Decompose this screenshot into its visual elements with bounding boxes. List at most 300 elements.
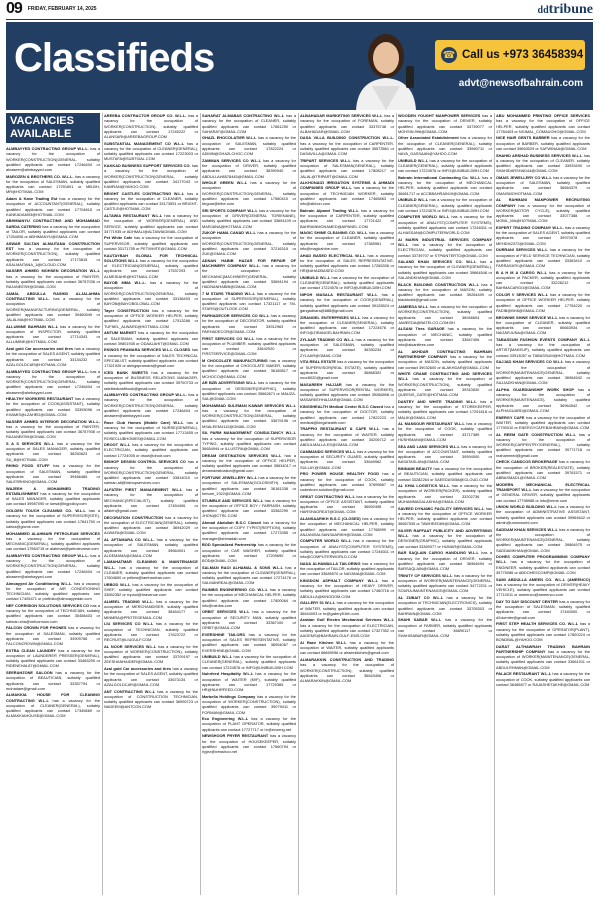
ad-text: has a vacancy for the occupation of MECHANICAL HELPER, suitably qualified applicants can contact 17800064 or info@rainbis.com [202,587,296,608]
ad-company-name: ALFATEH FIRST MANAGEMENT W.L.L [104,487,183,492]
ad-text: has a vacancy for the occupation of SUPERVISOR(REAL ESTATE), suitably qualified applicants can contact 36868302 or noor8020@gmail.com [300,359,394,381]
classified-ad [398,282,492,303]
ad-company-name: AL NOOR SERVICES W.L.L [104,643,157,649]
ad-company-name: FIRST SERVICES CO W.L.L [202,335,255,341]
ad-company-name: ALKHONAIZI IRRIGATION SYSTEMS & AHMADI COMPANIES GROUP W.L.L [300,180,394,191]
ad-company-name: Azal gold Car accessories and tires [6,346,74,352]
classified-ad [300,253,394,274]
ad-company-name: SEERAHZONE SALOON [6,670,53,676]
ad-company-name: TRINITY CP SERVICES W.L.L [398,572,453,578]
classified-ad [398,349,492,370]
classified-ad [398,259,492,280]
ad-company-name: NEF CORRISION SOLUTIONS SERVICES CO [6,602,90,608]
classified-ad [104,141,198,162]
ad-company-name: MOHAMMAD SULEMAN KAWAR SERVICES W.L.L [202,402,296,408]
ad-company-name: BAR SAQLAIN CARGO HANDLING W.L.L [398,550,479,556]
classified-ad [496,504,590,525]
ad-company-name: ZAMMAN SERVICES CO W.L.L [202,157,261,163]
ad-text: has a vacancy for the occupation of ELECTRICIAN(GENERAL), suitably qualified applicants can contact 17537293 or ALMEIDAHE@HOTMAIL.COM [104,257,198,279]
ad-company-name: B A H M A CARGO W.L.L [496,269,548,275]
ad-text: has a vacancy for the occupation of WORKER(CONSTRUCTION), suitably qualified applicants can contact 36946604 or JAMEEDA@BATELCO.COM.BH [398,304,492,325]
ad-company-name: SAVEED DYNAMIC FACILITY SERVICES W.L.L [398,505,485,511]
classified-ad [202,313,296,334]
classified-ad [6,625,100,646]
ad-text: has a vacancy for the occupation of SALESMAN, suitably qualified applicants can contact 39801935 or ODAALAHIT@GMAIL.COM [104,330,198,346]
call-number: Call us +973 36458394 [462,49,584,61]
classified-ad [398,214,492,235]
classified-ad [398,444,492,465]
classified-ad [496,415,590,431]
classified-ad [6,670,100,691]
ad-company-name: PARHADECOR SERVICES CO W.L.L [202,313,270,319]
classified-ad [496,387,590,413]
ad-company-name: SILVER RAFFAAT PUBLICITY AND ADVERTISING W.L.L [398,527,492,539]
ad-text: has a vacancy for the occupation of ANALYST(COMPUTER SYSTEMS), suitably qualified applicants can contact 17246311 or ALHASSAN@COMPUTERWORLD.COM [398,214,492,236]
ad-text: has a vacancy for the occupation of FARMER, suitably qualified applicants can contact 36690117 or SHAHISABAR@GMAIL.COM [398,617,492,639]
ad-text: has a vacancy for the occupation of COOK, suitably qualified applicants can contact 36485877 or RAJASHETAKHE@GMAIL.COM [496,671,590,687]
classified-ad [202,430,296,451]
classified-ad [202,113,296,134]
banner-title: Classifieds [14,36,215,80]
classified-ad [300,275,394,291]
ad-text: has a vacancy for the occupation of ELECTRICIAN, suitably qualified applicants can contact 17724005 or droot@droot.com [104,442,198,458]
ad-company-name: DROOT W.L.L [104,442,131,448]
ad-text: has a vacancy for the occupation of BEAUTICIAN, suitably qualified applicants can contact 33282264 or SAEEDAS058@ICLOUD.COM [398,466,492,482]
ad-company-name: BRIGHT CASTLES CONTRACTING W.L.L [104,190,185,196]
ad-text: has a vacancy for the occupation of MECHANICAL HELPER, suitably qualified applicants can contact 36661717 or ACCBBAHRAIN19@GMAIL.COM [398,174,492,196]
ad-company-name: NIPOH MASALA RESTAURANT W.L.L [300,292,378,298]
ad-text: has a vacancy for the occupation of WAITER (M/F), suitably qualified applicants can contact 17729365 or HR@NUHRFEED.COM [202,671,296,693]
ad-company-name: SALMAN RAOI ALHAMAL & SONS W.L.L [202,564,283,570]
classified-ad [202,453,296,474]
ad-company-name: UNION WORLD BUILDING W.L.L [496,504,557,510]
ad-company-name: SHAHID ARSHAD BUSINESS SERVICES W.L.L [496,152,583,158]
ad-text: has a vacancy for the occupation of MECHANICAL HELPER, suitably qualified applicants can contact 17768999 or ANJANISALSANSAARIKH@GMAIL.COM [300,516,394,537]
ad-text: has a vacancy for the occupation of PAINTER, suitably qualified applicants can contact 36757936 or RAJANEESH@GMAIL.COM [6,423,100,440]
classified-ad [300,382,394,403]
column-divider [396,113,397,895]
ad-text: has a vacancy for the occupation of CONSTRUCTION TECHNICIAN, suitably qualified applicants can contact 36906723 or NADEEM@ANTCON.COM [104,688,198,710]
ad-company-name: ZIRANGEL ENTERPRISES W.L.L [300,314,361,320]
ad-company-name: SALAND KHAN SERVICES CO. W.L.L [398,259,477,265]
classified-ad [202,208,296,229]
ad-company-name: Almoayyed Air Conditioning W.L.L. [6,580,73,586]
classified-ad [6,291,100,323]
vacancies-heading: VACANCIES AVAILABLE [6,113,100,143]
ad-text: has a vacancy for the occupation of OFFICE HELPER, suitably qualified applicants can contact 17784403 or NGIMAL_COMAUOHO@GMAIL.COM [496,118,590,134]
classified-ad [202,694,296,715]
classified-column [104,113,198,894]
ad-text: has a vacancy for the occupation of MECHANIC(SPECIALIST), suitably qualified applicants can contact 17454406 or alfateh@gmail.com [104,487,198,513]
ad-text: has a vacancy for the occupation of SALES AGENT, suitably qualified applicants can contact 33673134 or AZALGOLDCAR@GMAIL.COM [104,666,198,687]
ad-company-name: ALBAHADAR MARKETING SERVICES W.L.L [300,113,383,118]
ad-text: has a vacancy for the occupation of OFFICE HELPER, suitably qualified applicants can contact 35634017 or dreamdestination@gmail.com [202,452,296,474]
ad-company-name: DASA VILLA BUILDING CONSTRUCTION W.L.L. [300,135,394,141]
ad-text: has a vacancy for the occupation of COOK, suitably qualified applicants can contact 33717389 or HUSHIMANI@GMAIL.COM [398,421,492,442]
ad-text: has a vacancy for the occupation of WORKER(CONSTRUCTION)GENERAL, suitably qualified applicants can contact 17560410 or bhgoar@tribe.com [202,180,296,207]
ad-company-name: AL RAHMANI MANPOWER RECRUITING COMPANY [496,197,590,208]
ad-text: has a vacancy for the occupation of LAUNDERER PRESSER(GENERAL), suitably qualified applicants can contact 33465290 or RIDENEHAL87@GMAIL.COM [6,647,100,669]
classified-ad [398,595,492,616]
ad-text: has a vacancy for the occupation of MASON, suitably qualified applicants can contact 39264409 or blackbuild@gmail.com [398,281,492,303]
ad-text: has a vacancy for the occupation of COOK(GENERAL), suitably qualified applicants can contact 39128524 or gangadhara@888@gmail.com [300,292,394,313]
ad-company-name: KINGDOM ASPHALT COMPANY W.L.L [300,577,378,583]
classified-ad [300,359,394,380]
classified-ad [300,135,394,156]
classified-ad [6,346,100,367]
ad-company-name: ANT CONTRACTING W.L.L [104,688,156,694]
classified-ad [104,689,198,710]
ad-text: has a vacancy for the occupation of DRIVER(HEAVY VEHICLE), suitably qualified applicants can contact 17710011 or ameenco@ameenco.com [496,581,590,598]
ad-text: has a vacancy for the occupation of ELECTRICIAN, suitably qualified applicants can contact 17327352 or AAGEMS@BAHRAIN-GULF-EMS.COM [300,622,394,639]
ad-text: has a vacancy for the occupation of ELECTRICIAN(GENERAL), suitably qualified applicants can contact 36942029 or ALWAFA@GMAIL.COM [104,514,198,536]
classified-ad [6,324,100,345]
ad-text: has a vacancy for the occupation of DRIVER(GENERAL TORIENANE), suitably qualified applicants can contact 33694109 or MARJANA@HOTMAIL.COM [202,207,296,229]
ad-company-name: Tayer CONSTRUCTION [104,307,149,313]
ad-company-name: SAMI ABDULLA AMEEN CO. W.L.L (AMEENCO) [496,576,590,582]
ad-text: has a vacancy for the occupation of SALESMAN(GENERAL), suitably qualified applicants can contact 17808217 or JALAL@TRIPART@GMAIL.COM [300,157,394,179]
ad-text: has a vacancy for the occupation of TECHNICIAN WORKER, suitably qualified applicants can contact 17465863 or info@alkhon.com [300,185,394,207]
ad-company-name: ANTUM MARKET [104,330,137,336]
classified-ad [300,404,394,425]
ad-text: has a vacancy for the occupation of NURSE(GENERAL), suitably qualified applicants can contact 17713455 or ROSECLUBHOMES@GMAIL.COM [104,419,198,441]
ad-company-name: WHOLE GREEN W.L.L [202,180,248,186]
ad-company-name: COLOR V SERVICES W.L.L [496,292,549,298]
ad-company-name: EXPERT TRADING COMPANY W.L.L. [496,224,564,230]
publication-date: FRIDAY, FEBRUARY 14, 2025 [27,6,97,12]
ad-text: has a vacancy for the occupation of TAILOR, suitably qualified applicants can contact 33685570 or NAYANA@GMAIL.COM [300,560,394,577]
ad-text: has a vacancy for the occupation of PLANT OPERATOR, suitably qualified applicants can contact 17727717 or hr@ecoeng.net [202,716,296,732]
ad-company-name: Azal gold Car accessories and tires [104,666,172,672]
ad-company-name: Arabian Gulf Electro Mechanical Services W.L.L [300,617,394,623]
ad-company-name: SEA AND LAND SERVICES W.L.L [398,443,460,449]
classified-ad [300,471,394,492]
ad-text: has a vacancy for the occupation of COPY TYPIST(REPTION), suitably qualified applicants can contact 17273355 or manager@ahmadab.com [202,519,296,541]
ad-text: has a vacancy for the occupation of SALES REPRESENTATIVE, suitably qualified applicants can contact 36904067 or EVERSHINE@GMAIL.COM [202,631,296,653]
ad-company-name: DOHES COMPUTER PROGRAMMING COMPANY W.L.L [496,554,590,565]
ad-text: has a vacancy for the occupation of MECHANIC, suitably qualified applicants can contact 33647406 or info@alsanitires.com [398,326,492,348]
classified-ad [398,528,492,549]
classified-ad [398,466,492,482]
classified-ad [300,640,394,656]
ad-text: has a vacancy for the occupation of WORKER(MAINTENANCE)GENERAL, suitably qualified applicants can contact 36964542 or SAJJADKHAN@GMAIL.COM [496,359,590,386]
ad-company-name: UNIBUILD W.L.L [202,654,233,660]
ad-text: has a vacancy for the occupation of PLUMBER, suitably qualified applicants can contact 33642920 or FIRSTSERVICE@GMAIL.COM [202,335,296,357]
ad-company-name: ALMEEL TRADING W.L.L. [104,598,154,604]
ad-text: has a vacancy for the occupation of OFFICE ASSISTANT, suitably qualified applicants can contact 36692498 or HARSHAGREAT@GMAIL.COM [300,493,394,515]
ad-company-name: GOLDEN TOUCH CLEANING CO. W.L.L [6,508,86,514]
ad-company-name: SRI SPORTS COMPANY W.L.L [202,207,258,213]
ad-text: has a vacancy for the occupation of WORKER(CONSTRUCTION)GENERAL, suitably qualified applicants can contact 33136403 or BAYOB@BAYOBGLOBAL.COM [104,280,198,307]
classified-ad [202,542,296,563]
classified-ad [104,420,198,441]
ad-company-name: BLACK BUILDING CONSTRUCTION W.L.L [398,281,479,287]
classified-ad [496,644,590,670]
classified-ad [496,113,590,134]
ad-text: has a vacancy for the occupation of CLEANER, suitably qualified applicants can contact 17661250 or SAHARAT@GMAIL.COM [202,113,296,134]
classified-ad [496,292,590,313]
ad-text: has a vacancy for the occupation of WORKER(CONSTRUCTION), suitably qualified applicants can contact 39079411 or FORMAN@GMAIL.COM [202,693,296,715]
classified-ad [202,158,296,179]
contact-email: advt@newsofbahrain.com [458,78,583,89]
ad-text: has a vacancy for the occupation of CLEANER(GENERAL), suitably qualified applicants can contact 17224576 or INFO@UNIBUILDBH.COM [202,654,296,670]
classified-ad [202,403,296,429]
classified-ad [398,506,492,527]
ad-company-name: SUBSTANTIAL MANAGEMENT CO W.L.L [104,140,184,146]
ad-company-name: ADNAN HABIB HAZAR FOR REPAIR OF MACHINERY COMPANY W.L.L. [202,257,296,269]
ad-text: has a vacancy for the occupation of WAITER, suitably qualified applicants can contact 17790010 or ENERGYCAFEBAHRAIN@GMAIL.COM [496,414,590,431]
ad-text: has a vacancy for the occupation of MASON, suitably qualified applicants can contact 39032600 or ALAKHDAR@GMAIL.COM [398,354,492,370]
classified-ad [202,380,296,401]
ad-company-name: HEALTHY WORKERS RESTAURANT [6,396,74,402]
ad-company-name: Ahmad Abdullah B.S.C Closed [202,519,261,525]
ad-company-name: GREAT CONTRACTING W.L.L [300,493,355,499]
ad-company-name: OMAIS JEWELLERY CO W.L.L [496,174,552,180]
ad-company-name: Adam & Kane Trading Est [6,196,58,202]
ad-text: has a vacancy for the occupation of COOK, suitably qualified applicants can contact 37699867 or codeskom.solution@gmail.com [300,471,394,492]
classified-ad [398,421,492,442]
ad-text: has a vacancy for the occupation of COOK(ASSISTANT), suitably qualified applicants can contact 33393096 or KHAMIS@LZAHED@GMAIL.COM [6,396,100,417]
ad-text: has a vacancy for the occupation of SALES REPRESENTATIVE, suitably qualified applicants can contact 17265336 or HR@AHADBASED.COM [300,252,394,274]
classified-ad [104,599,198,620]
ad-text: has a vacancy for the occupation of WORKER(CARPENTRY/GENERAL), suitably qualified applicants can contact 39771718 or mahammed@gmail.com [496,431,590,458]
ad-company-name: ALMARAKKIN CONSTRUCTION AND TRADING [300,657,394,663]
classified-ad [300,657,394,683]
ad-company-name: FORTUNE JEWELLERY W.L.L [202,475,258,481]
ad-text: has a vacancy for the occupation of CAR WASHER, suitably qualified applicants can contact 17209690 or BOD@GMAIL.COM [202,542,296,564]
ad-text: has a vacancy for the occupation of SECURITY MAN, suitably qualified applicants can contact 33367100 or ORBIT@GMAIL.COM [202,609,296,631]
classified-ad [398,113,492,134]
classified-ad [202,230,296,256]
classified-ad [300,600,394,616]
classified-ad [104,666,198,687]
ad-company-name: S A S SERVICES W.L.L [6,440,55,446]
classified-ad [202,632,296,653]
call-box [435,40,585,70]
ad-company-name: UNIBUILD W.L.L [398,197,429,203]
ad-company-name: RHINO FOOD STUFF [6,463,50,469]
ad-text: has a vacancy for the occupation of DOCTOR, suitably qualified applicants can contact 17822223 or medical@kingshealth.com [300,404,394,425]
ad-company-name: BINNAIM BEAUTY [398,466,433,471]
ad-text: has a vacancy for the occupation of SALESMAN(GOLDSMITH), suitably qualified applicants can contact 36181338 or fortune_1922@GMAIL.COM [202,475,296,496]
ad-company-name: MODERN MECHANICAL ELECTRICAL TRANSPORT W.L.L [496,481,590,492]
ad-company-name: 7 M STARS TRADING W.L.L [202,290,256,296]
ad-text: has a vacancy for the occupation of SALESMAN, suitably qualified applicants can contact 17822224 or ADMIN@GHAZLCHOC.COM [202,135,296,157]
ad-company-name: FIRST STEP HEALTH SERVICES CO. W.L.L [496,621,579,627]
classified-ad [104,308,198,329]
ad-company-name: LIU SERVICES CO W.L.L [104,621,154,627]
ad-text: has a vacancy for the occupation of SALESMAN, suitably qualified applicants can contact 36330234 or ZYLAAR@GMAIL.COM [300,336,394,358]
classified-ad [104,559,198,580]
classified-ad [6,603,100,624]
ad-company-name: TRAPPIG RESTAURANT & CAFE W.L.L [300,426,380,432]
column-divider [298,113,299,895]
classified-ad [300,426,394,447]
column-divider [102,113,103,895]
ad-company-name: MASAREEH HAJJAR [300,381,342,387]
ad-company-name: AL ZUBAIT CO W.L.L [398,595,444,601]
classified-ad [496,432,590,458]
page-number: 09 [6,0,22,17]
classified-ad [496,135,590,151]
classified-ad [6,196,100,217]
classified-ad [104,644,198,665]
classified-column [6,146,100,894]
classified-ad [300,516,394,537]
ad-company-name: AR BZB ADVERTISING W.L.L [202,380,257,386]
ad-text: has a vacancy for the occupation of CLEANER(GENERAL), suitably qualified applicants can contact 39664548 or SALANDKHAN@GMAIL.COM [398,259,492,280]
ad-text: has a vacancy for the occupation of BUSINESS RELATIONS MANAGER, suitably qualified applicants can contact 39700733 or rateibedcraftbook@gmail.com [104,369,198,391]
ad-text: has a vacancy for the occupation of SUPERVISOR(SITE), suitably qualified applicants can contact 17641750 or salma@gtcme.com [6,508,100,529]
ad-company-name: GHAZL EHOCOLATIER W.L.L [202,135,257,141]
ad-text: has a vacancy for the occupation of CARPENTER, suitably qualified applicants can contact 35573561 or DASAVILLA@GMAIL.COM [300,140,394,157]
classified-ad [496,577,590,598]
classified-ad [6,241,100,267]
classified-ad [496,175,590,196]
classified-column [202,113,296,894]
ad-text: has a vacancy for the occupation of MERCHANDISER, suitably qualified applicants can contact 38464177 or MINMRA@PROTEGEMAIL.COM [104,598,198,620]
ad-company-name: Al Raee Kitchen W.L.L [300,639,347,645]
classified-ad [398,304,492,325]
classified-ad [104,253,198,279]
classified-ad [6,463,100,484]
ad-text: has a vacancy for the occupation of ELECTRICIAN, suitably qualified applicants can contact 33739707 or STPAINTERTO@GMAIL.COM [398,242,492,258]
ad-company-name: AL KHIA LOGISTICS W.L.L [398,483,450,489]
classified-ad [398,158,492,174]
classified-ad [6,508,100,529]
ad-text: has a vacancy for the occupation of SECURITY GUARD, suitably qualified applicants can contact 33649962 or SULLAY@GMAIL.COM [300,448,394,470]
ad-text: has a vacancy for the occupation of WORKER(CONSTRUCTION)GENERAL, suitably qualified applicants can contact 17246404 or alnaseer@almbayyed.com [6,368,100,395]
classified-ad [104,113,198,139]
ad-text: has a vacancy for the occupation of SALESMAN, suitably qualified applicants can contact 39664001 or ALDEMAMA@GMAIL.COM [104,537,198,558]
ad-company-name: NADA ALHAWAILLA TAILORING [300,560,361,566]
column-divider [200,113,201,895]
classified-ad [202,336,296,357]
classified-ad [6,553,100,579]
ad-text: has a vacancy for the occupation of MECHANIC(GENERAL), suitably qualified applicants can contact 17564715 or alahmari@petroleumse.com [6,535,100,552]
classified-ad [104,213,198,234]
ad-text: has a vacancy for the occupation of WORKER(CONSTRUCTION), suitably qualified applicants can contact 33709197 or ZEESHANHAIDER@GMAIL.COM [104,643,198,665]
page-header [0,0,599,18]
classified-ad [496,482,590,503]
classified-ad [6,218,100,239]
ad-company-name: NASSER AHMED INTERIOR DECORATION W.L.L. [6,418,100,424]
ad-company-name: Rose Club Homes (Mobile Care) W.L.L [104,419,184,425]
ad-company-name: MOHAMMED ALAHMARI PETROLEUM SERVICES [6,530,100,536]
classified-ad [496,315,590,336]
classified-ad [202,520,296,541]
ad-text: has a vacancy for the occupation of WORKER(CONSTRUCTION)GENERAL, suitably qualified applicants can contact 34177043 or KAMRAN@YAHOO.COM [104,163,198,190]
brand-logo: ddtribune [537,2,593,17]
ad-text: has a vacancy for the occupation of STOREKEEPER, suitably qualified applicants can contact 17291618 or MALIK@GMAIL.COM [398,398,492,420]
classified-ad [300,208,394,229]
ad-text: has a vacancy for the occupation of OFFICE BOY / FARRASH, suitably qualified applicants can contact 33362290 or JHON@CTRL.COM [202,497,296,519]
ad-text: has a vacancy for the occupation of WORKER(MAINTENANCE)GENERAL, suitably qualified applicants can contact 33661011 or ABDULRHMAN@GMAIL.COM [496,648,590,670]
ad-company-name: LAMAHATMAR CLEANING & MAINTENANCE W.L.L. [104,559,198,570]
ad-company-name: PALACE RESTAURANT W.L.L [496,671,552,677]
classified-ad [300,315,394,336]
ad-company-name: MAGIC SHINE CLEANING CO. W.L.L [300,230,368,236]
ad-text: has a vacancy for the occupation of CLEANER, suitably qualified applicants can contact 66663934 or NAGARJUNA@GMAIL.COM [496,314,590,336]
ad-company-name: DURRANI SERVICES W.L.L [496,247,548,253]
classified-ad [104,163,198,189]
classifieds-banner [6,22,593,110]
ad-company-name: Al MARIN INDUSTRIAL SERVICES COMPANY W.L.L [398,236,492,248]
ad-text: has a vacancy for the occupation of WORKER(CONSTRUCTION), suitably qualified applicants can contact 17245222 or ALANSARI@AREEBAGROUP.COM [104,113,198,139]
classified-ad [300,292,394,313]
classified-ad [104,235,198,251]
ad-text: has a vacancy for the occupation of CLEANER(GENERAL), suitably qualified applicants can contact 17224576 or INFO@UNIBUILDBH.COM [398,157,492,174]
ad-company-name: BOD Specialized Partnership [202,542,257,548]
classified-ad [398,237,492,258]
ad-company-name: ASWAR SULTAN ALMAITANA CONSTRUCTION EST [6,240,100,252]
ad-company-name: AHAD BASED ELECTRICAL W.L.L [300,252,366,258]
ad-text: has a vacancy for the occupation of WORKER(MAINTENANCE), suitably qualified applicants can contact 36964542 or ALPHAGUARD@GMAIL.COM [496,386,590,413]
ad-company-name: ALPHA GUARDIANSHIP WORK SHOP [496,386,574,392]
ad-text: has a vacancy for the occupation of INSPECTOR, suitably qualified applicants can contact 17714343 or ALLUMINE@HOTMAIL.COM [6,323,100,345]
ad-text: has a vacancy for the occupation of SALESMAN, suitably qualified applicants can contact 17440000 or d2dcenter@gmail.com [496,598,590,620]
classified-ad [202,565,296,586]
ad-text: has a vacancy for the occupation of DRIVER, suitably qualified applicants can contact 36390940 or ABDULLAH8578445@GMAIL.COM [202,157,296,179]
ad-company-name: EKINGS PRAMARA SERVICES W.L.L CLOSED [104,347,191,353]
ad-company-name: UNIBUILD W.L.L [300,274,331,280]
ad-text: has a vacancy for the occupation of MECHANIC(MACHINERY)GENERAL, suitably qualified applicants can contact 33694194 or HADNANHABIB@GMAIL.COM [202,263,296,290]
classified-ad [496,197,590,223]
ad-text: has a vacancy for the occupation of ANALYST(COMPUTER SYSTEMS), suitably qualified applicants can contact 17246311 or info@COMPUTERWORLD.COM [300,538,394,560]
ad-text: has a vacancy for the occupation of ADMINISTRATIVE ASSISTANT, suitably qualified applicants can contact 39964642 or admin@unionworld.com [496,504,590,525]
header-divider [6,19,593,20]
classified-ad [104,621,198,642]
ad-company-name: TABASSUM FASHION EVENTS COMPANY W.L.L [496,336,590,342]
ad-company-name: FALCON CROWN FOR PHONES [6,625,67,631]
ad-company-name: URBOD W.L.L [104,581,131,587]
ad-company-name: ALMBAYYED CONTRACTING GROUP W.L.L. [6,368,89,374]
ad-company-name: Other Associated Establishment [398,135,459,141]
ad-company-name: ALSANI Tires GARAGE [398,326,445,332]
ad-text: has a vacancy for the occupation of WORKER(MAINTENANCE)GENERAL, suitably qualified applicants can contact 34772211 or SOURAJMAINTENANCE@GMAIL.COM [398,572,492,594]
classified-column [300,113,394,894]
ad-text: has a vacancy for the occupation of TAILOR, suitably qualified applicants can contact 17254006 or ABHIMANYU@GMAIL.COM [6,223,100,240]
ad-company-name: BROWNIE SHINE SERVICE W.L.L [496,314,558,320]
ad-text: has a vacancy for the occupation of SALESMAN, suitably qualified applicants can contact 33909766 or FALCONCROWN@GMAIL.COM [6,625,100,647]
ad-text: has a vacancy for the occupation of WORKER(PACKER), suitably qualified applicants can contact 33202736 or MUHAMMADALAKHIA@GMAIL.COM [398,483,492,504]
ad-company-name: ALMAKKIA HOUSE FOR CLEANING CONTRACTING W.L.L [6,692,100,703]
classified-ad [496,527,590,553]
classified-ad [398,175,492,196]
ad-company-name: KAKKAD BUSINESS SUPPORT SERVICES CO. [104,163,191,169]
classified-ad [104,459,198,485]
ad-text: has a vacancy for the occupation of SALES MANAGER, suitably qualified applicants can contact 39987090 or iuesd@bigpolloy.com [6,490,100,507]
ad-text: has a vacancy for the occupation of OFFICE WORKER HELPER, suitably qualified applicants can contact 17754220 or FADIB@BH8@GMAIL.COM [496,292,590,313]
ad-text: has a vacancy for the occupation of WAITER, suitably qualified applicants can contact 34206712 or ABDULMALLA.ES@GMAIL.COM [300,426,394,448]
ad-text: has a vacancy for the occupation of CARPENTER, suitably qualified applicants can contact 17721422 or BAHRAINMOHAMED@AIPANEL.COM [300,207,394,229]
ad-company-name: EXTRA CLEAN LAUNDRY [6,647,56,653]
classified-ad [398,550,492,571]
ad-text: has a vacancy for the occupation of WAITER, suitably qualified applicants can contact 66669096 or alraeekitchen@gmail.com [300,639,394,656]
classified-ad [300,158,394,179]
classified-ad [202,475,296,496]
ad-text: has a vacancy for the occupation of OFFICE WORKER HELPER, suitably qualified applicants can contact 17513266 or TUFNEL_ALWARD@HOTMAIL.COM [104,307,198,329]
classified-ad [398,617,492,638]
classified-ad [496,153,590,174]
classified-ad [6,531,100,552]
ad-company-name: COMPUTER WORLD W.L.L [398,214,450,220]
classified-ad [496,225,590,246]
classified-ad [6,486,100,507]
ad-text: has a vacancy for the occupation of CLEANER(GENERAL), suitably qualified applicants can contact 33960711 or NAYA_GASSAAN@YAHOO.COM [398,135,492,157]
classified-ad [496,359,590,385]
ad-text: has a vacancy for the occupation of WORKER(MOTOR CYCLE), suitably qualified applicants can contact 33077388 or MOBIL_MA@HOTMAIL.COM [496,202,590,224]
